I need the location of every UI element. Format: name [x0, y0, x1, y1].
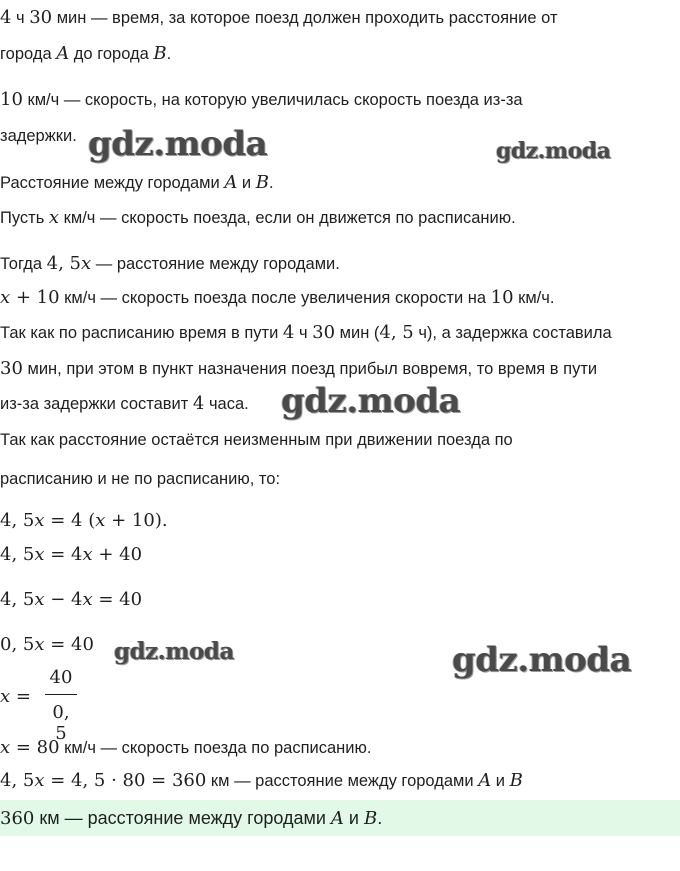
result-distance: 4, 5x = 4, 5 · 80 = 360 км — расстояние между городами A и B [0, 770, 523, 791]
watermark-4: gdz.moda [114, 638, 234, 665]
reasoning-line-3: из-за задержки составит 4 часа. [0, 393, 249, 414]
new-speed: x + 10 км/ч — скорость поезда после увеличения скорости на 10 км/ч. [0, 287, 555, 308]
find-distance: Расстояние между городами A и B. [0, 172, 274, 193]
distance-expression: Тогда 4, 5x — расстояние между городами. [0, 253, 340, 274]
reasoning-line-4: Так как расстояние остаётся неизменным при движении поезда по [0, 431, 513, 449]
watermark-5: gdz.moda [452, 640, 632, 680]
result-speed: x = 80 км/ч — скорость поезда по расписанию. [0, 737, 372, 758]
given-speed-increase-cont: задержки. [0, 127, 77, 145]
equation-4: 0, 5x = 40 [0, 634, 94, 655]
watermark-3: gdz.moda [281, 381, 461, 421]
given-time: 4 ч 30 мин — время, за которое поезд должен проходить расстояние от [0, 7, 558, 28]
given-time-cont: города A до города B. [0, 43, 172, 64]
fraction-numerator: 40 [49, 667, 73, 688]
answer-box [0, 800, 680, 836]
answer-text: 360 км — расстояние между городами A и B. [0, 808, 383, 829]
given-speed-increase: 10 км/ч — скорость, на которую увеличилась скорость поезда из-за [0, 89, 523, 110]
watermark-1: gdz.moda [88, 124, 268, 164]
fraction-lhs: x = [0, 686, 31, 707]
reasoning-line-1: Так как по расписанию время в пути 4 ч 30 мин (4, 5 ч), а задержка составила [0, 322, 612, 343]
equation-3: 4, 5x − 4x = 40 [0, 589, 143, 610]
equation-1: 4, 5x = 4 (x + 10). [0, 510, 168, 531]
watermark-2: gdz.moda [496, 138, 611, 164]
let-x: Пусть x км/ч — скорость поезда, если он движется по расписанию. [0, 207, 516, 228]
reasoning-line-2: 30 мин, при этом в пункт назначения поезд прибыл вовремя, то время в пути [0, 358, 598, 379]
reasoning-line-5: расписанию и не по расписанию, то: [0, 470, 281, 488]
fraction-bar [45, 694, 77, 695]
fraction-denominator: 0, 5 [52, 702, 70, 744]
equation-2: 4, 5x = 4x + 40 [0, 544, 143, 565]
